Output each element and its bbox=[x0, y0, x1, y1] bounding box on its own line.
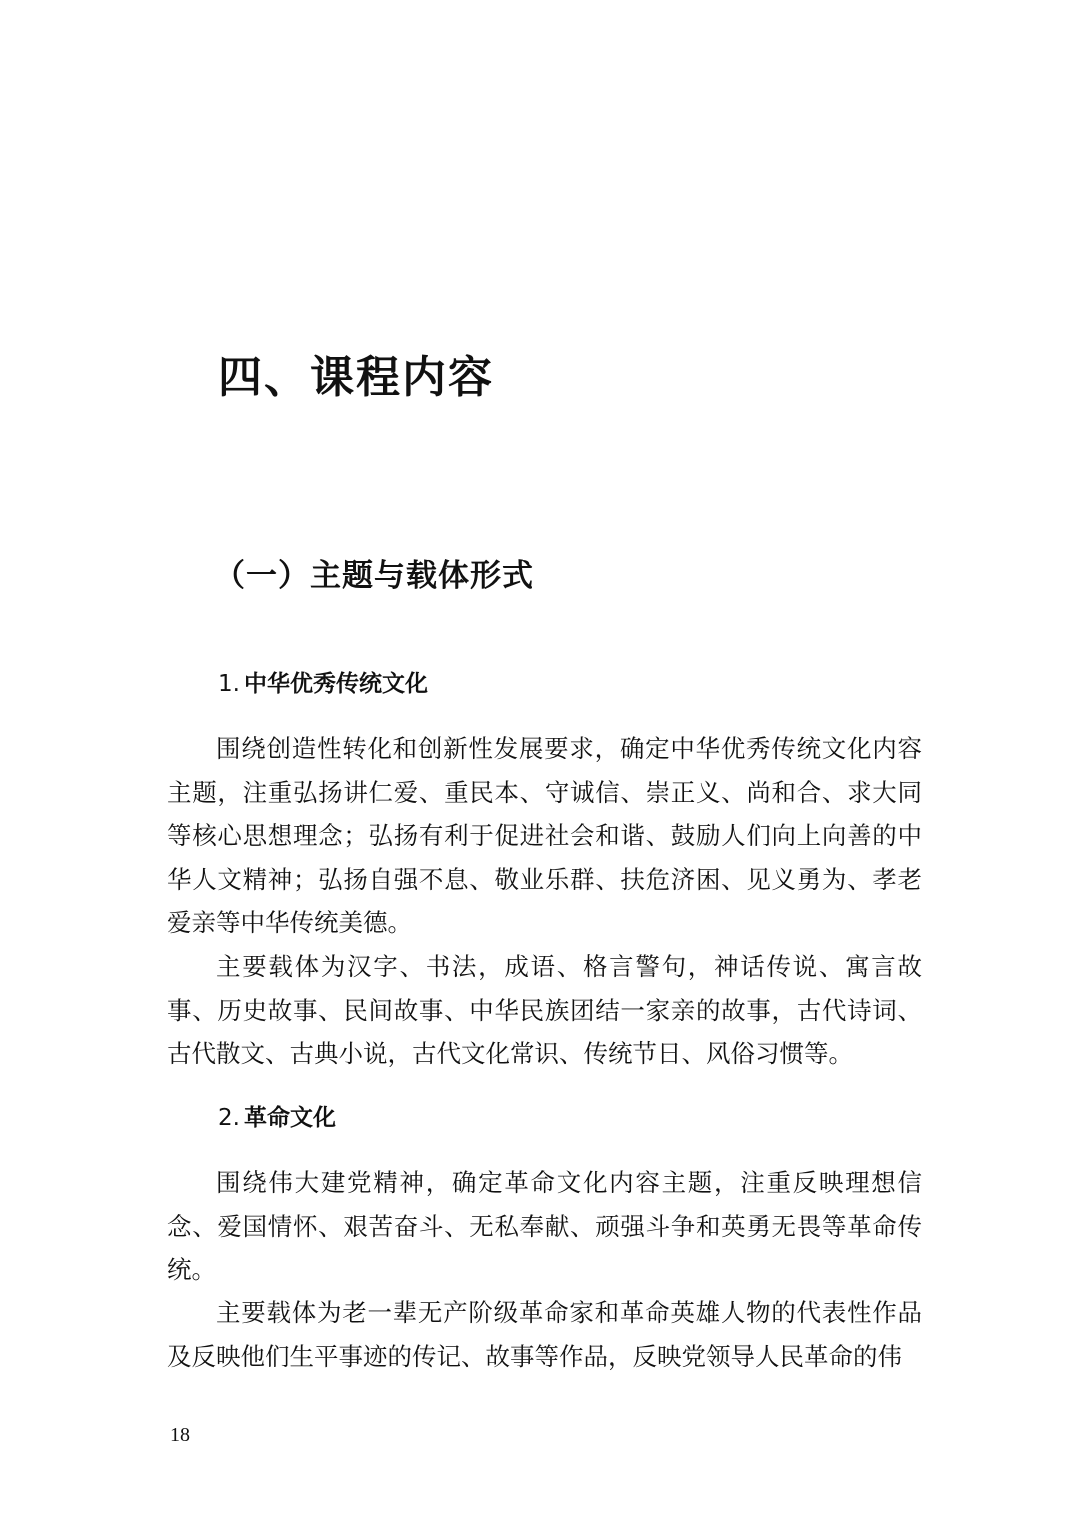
section-title: （一）主题与载体形式 bbox=[214, 558, 534, 594]
paragraph-traditional-culture-carriers: 主要载体为汉字、书法，成语、格言警句，神话传说、寓言故事、历史故事、民间故事、中华民族团结一家亲的故事，古代诗词、古代散文、古典小说，古代文化常识、传统节日、风俗习惯等。 bbox=[167, 952, 922, 1068]
subsection-number: 2. bbox=[218, 1105, 240, 1131]
subsection-title: 中华优秀传统文化 bbox=[243, 671, 428, 697]
paragraph-revolutionary-culture-themes: 围绕伟大建党精神，确定革命文化内容主题，注重反映理想信念、爱国情怀、艰苦奋斗、无私奉献、顽强斗争和英勇无畏等革命传统。 bbox=[167, 1168, 922, 1284]
subsection-heading-traditional-culture bbox=[218, 667, 428, 701]
subsection-title: 革命文化 bbox=[243, 1105, 336, 1131]
paragraph-traditional-culture-themes: 围绕创造性转化和创新性发展要求，确定中华优秀传统文化内容主题，注重弘扬讲仁爱、重民本、守诚信、崇正义、尚和合、求大同等核心思想理念；弘扬有利于促进社会和谐、鼓励人们向上向善的中华人文精神；弘扬自强不息、敬业乐群、扶危济困、见义勇为、孝老爱亲等中华传统美德。 bbox=[167, 734, 922, 937]
page-number: 18 bbox=[170, 1424, 190, 1446]
subsection-heading-revolutionary-culture bbox=[218, 1101, 336, 1135]
chapter-title: 四、课程内容 bbox=[218, 352, 494, 403]
subsection-number: 1. bbox=[218, 671, 240, 697]
paragraph-revolutionary-culture-carriers: 主要载体为老一辈无产阶级革命家和革命英雄人物的代表性作品及反映他们生平事迹的传记、故事等作品，反映党领导人民革命的伟 bbox=[167, 1298, 922, 1371]
